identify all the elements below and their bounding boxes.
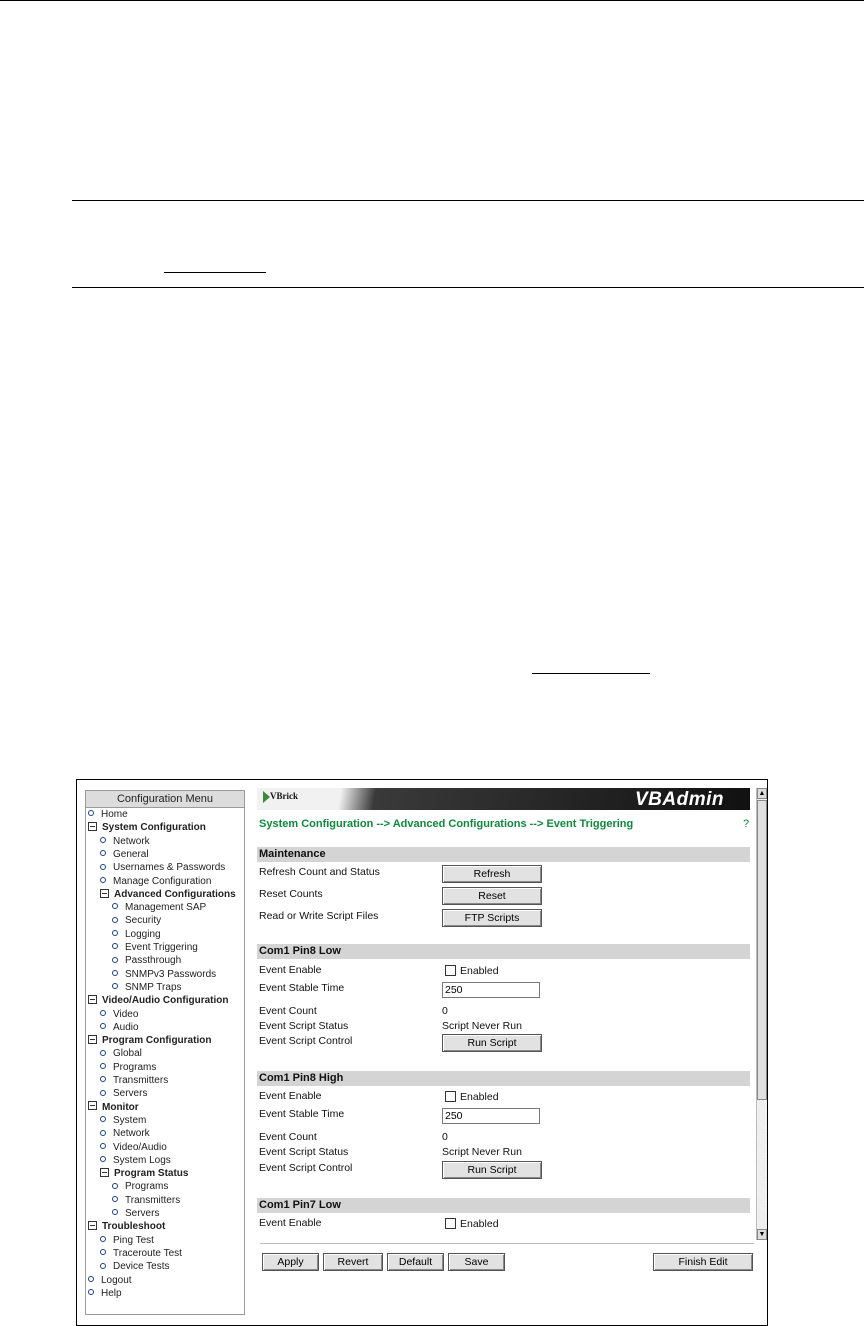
bullet-icon <box>112 917 118 923</box>
menu-item-manage-configuration[interactable] <box>100 875 211 888</box>
run-script-button[interactable]: Run Script <box>442 1034 542 1052</box>
reset-button[interactable]: Reset <box>442 887 542 905</box>
menu-item-label: Monitor <box>102 1101 139 1113</box>
collapse-icon <box>88 1221 97 1230</box>
refresh-button[interactable]: Refresh <box>442 865 542 883</box>
menu-item-audio[interactable] <box>100 1021 139 1034</box>
menu-item-logging[interactable] <box>112 928 161 941</box>
menu-item-ping-test[interactable] <box>100 1234 154 1247</box>
script-control-label: Event Script Control <box>259 1035 353 1047</box>
bullet-icon <box>100 1130 106 1136</box>
bullet-icon <box>112 930 118 936</box>
menu-item-system[interactable] <box>100 1114 146 1127</box>
script-control-label: Event Script Control <box>259 1162 353 1174</box>
menu-item-system-configuration[interactable] <box>88 821 206 834</box>
bullet-icon <box>100 850 106 856</box>
event-enable-label: Event Enable <box>259 1217 322 1229</box>
bullet-icon <box>100 1010 106 1016</box>
bullet-icon <box>100 864 106 870</box>
menu-item-label: Advanced Configurations <box>114 888 236 900</box>
collapse-icon <box>88 1035 97 1044</box>
bullet-icon <box>100 1236 106 1242</box>
vbrick-logo: VBrick <box>263 791 303 807</box>
menu-item-label: Network <box>113 835 150 847</box>
menu-item-program-configuration[interactable] <box>88 1034 211 1047</box>
link-underline <box>532 673 650 674</box>
menu-item-label: SNMP Traps <box>125 981 182 993</box>
bullet-icon <box>88 1289 94 1295</box>
help-link[interactable]: ? <box>743 818 750 830</box>
bullet-icon <box>100 1050 106 1056</box>
bullet-icon <box>100 1076 106 1082</box>
menu-item-label: System Logs <box>113 1154 171 1166</box>
app-title: VBAdmin <box>635 789 724 810</box>
collapse-icon <box>100 1168 109 1177</box>
note-bottom-rule <box>72 287 864 288</box>
menu-item-monitor[interactable] <box>88 1101 139 1114</box>
menu-item-snmpv3-passwords[interactable] <box>112 968 216 981</box>
section-event: Com1 Pin8 High <box>257 1071 750 1086</box>
menu-item-label: Video/Audio Configuration <box>102 995 229 1007</box>
bullet-icon <box>112 943 118 949</box>
event-enable-checkbox[interactable] <box>445 1091 456 1102</box>
menu-item-troubleshoot[interactable] <box>88 1220 165 1233</box>
bullet-icon <box>100 1156 106 1162</box>
menu-item-label: Logout <box>101 1274 132 1286</box>
bullet-icon <box>112 903 118 909</box>
script-status-value: Script Never Run <box>442 1020 522 1032</box>
menu-item-management-sap[interactable] <box>112 901 206 914</box>
menu-item-system-logs[interactable] <box>100 1154 171 1167</box>
bullet-icon <box>88 1276 94 1282</box>
bullet-icon <box>100 1023 106 1029</box>
collapse-icon <box>88 1101 97 1110</box>
enabled-label: Enabled <box>460 1091 499 1103</box>
scroll-thumb[interactable] <box>757 800 767 1100</box>
menu-item-label: Program Status <box>114 1168 189 1180</box>
bullet-icon <box>112 1183 118 1189</box>
script-status-value: Script Never Run <box>442 1146 522 1158</box>
menu-item-passthrough[interactable] <box>112 954 181 967</box>
menu-item-network[interactable] <box>100 835 150 848</box>
bullet-icon <box>100 877 106 883</box>
bullet-icon <box>112 1209 118 1215</box>
bullet-icon <box>100 1090 106 1096</box>
menu-item-label: Servers <box>113 1088 148 1100</box>
menu-item-snmp-traps[interactable] <box>112 981 182 994</box>
menu-item-label: Troubleshoot <box>102 1221 166 1233</box>
menu-item-usernames-passwords[interactable] <box>100 861 225 874</box>
menu-item-video[interactable] <box>100 1008 138 1021</box>
banner <box>257 788 750 810</box>
event-count-label: Event Count <box>259 1131 317 1143</box>
page-top-rule <box>0 0 864 1</box>
menu-item-label: Servers <box>125 1208 160 1219</box>
bullet-icon <box>100 1116 106 1122</box>
bullet-icon <box>112 983 118 989</box>
menu-item-event-triggering[interactable] <box>112 941 198 954</box>
menu-item-label: Home <box>101 809 128 820</box>
main-content <box>257 788 757 1233</box>
scroll-down-icon[interactable]: ▼ <box>758 1231 766 1238</box>
event-enable-checkbox[interactable] <box>445 1218 456 1229</box>
menu-title: Configuration Menu <box>86 791 244 808</box>
menu-item-label: Event Triggering <box>125 942 198 953</box>
collapse-icon <box>100 889 109 898</box>
event-enable-checkbox[interactable] <box>445 965 456 976</box>
menu-item-label: Network <box>113 1128 150 1140</box>
bullet-icon <box>100 1263 106 1269</box>
bullet-icon <box>112 1196 118 1202</box>
menu-item-device-tests[interactable] <box>100 1260 170 1273</box>
footer-divider <box>260 1243 754 1244</box>
menu-item-label: Audio <box>113 1021 139 1033</box>
menu-item-label: System <box>113 1114 147 1126</box>
menu-item-label: Transmitters <box>113 1075 169 1086</box>
menu-item-logout[interactable] <box>88 1274 132 1287</box>
menu-item-advanced-configurations[interactable] <box>100 888 236 901</box>
link-underline <box>164 272 266 273</box>
menu-item-label: Global <box>113 1048 142 1060</box>
menu-item-transmitters[interactable] <box>112 1194 180 1207</box>
note-top-rule <box>72 200 864 201</box>
reset-label: Reset Counts <box>259 888 323 900</box>
breadcrumb: System Configuration --> Advanced Configurations --> Event Triggering <box>259 818 634 830</box>
script-status-label: Event Script Status <box>259 1146 349 1158</box>
enabled-label: Enabled <box>460 965 499 977</box>
bullet-icon <box>100 1143 106 1149</box>
menu-item-global[interactable] <box>100 1047 142 1060</box>
stable-time-label: Event Stable Time <box>259 1108 345 1120</box>
finish-edit-button[interactable]: Finish Edit <box>653 1253 753 1271</box>
menu-item-home[interactable] <box>88 808 128 821</box>
section-event: Com1 Pin7 Low <box>257 1198 750 1213</box>
bullet-icon <box>100 1249 106 1255</box>
apply-button[interactable]: Apply <box>262 1253 319 1271</box>
event-enable-label: Event Enable <box>259 1090 322 1102</box>
menu-item-label: Usernames & Passwords <box>113 862 226 874</box>
menu-item-label: Passthrough <box>125 955 182 967</box>
event-count-value: 0 <box>442 1005 448 1017</box>
collapse-icon <box>88 822 97 831</box>
bullet-icon <box>88 810 94 816</box>
menu-item-label: System Configuration <box>102 822 206 834</box>
menu-item-help[interactable] <box>88 1287 122 1300</box>
menu-item-servers[interactable] <box>100 1087 147 1100</box>
bullet-icon <box>100 837 106 843</box>
menu-item-label: Video/Audio <box>113 1141 167 1153</box>
menu-item-label: Manage Configuration <box>113 875 212 887</box>
configuration-menu <box>85 790 245 1315</box>
script-status-label: Event Script Status <box>259 1020 349 1032</box>
menu-item-video-audio[interactable] <box>100 1141 167 1154</box>
menu-item-label: Traceroute Test <box>113 1247 182 1259</box>
menu-item-program-status[interactable] <box>100 1167 188 1180</box>
menu-item-label: Device Tests <box>113 1261 170 1273</box>
stable-time-label: Event Stable Time <box>259 982 345 994</box>
bullet-icon <box>112 970 118 976</box>
menu-item-video-audio-configuration[interactable] <box>88 994 228 1007</box>
scroll-up-icon[interactable]: ▲ <box>758 790 766 797</box>
section-event: Com1 Pin8 Low <box>257 944 750 959</box>
menu-item-label: Transmitters <box>125 1194 181 1206</box>
menu-item-label: Management SAP <box>125 902 207 914</box>
menu-item-label: Video <box>113 1008 139 1020</box>
menu-item-label: General <box>113 848 149 860</box>
menu-item-label: SNMPv3 Passwords <box>125 968 217 980</box>
ftp-scripts-button[interactable]: FTP Scripts <box>442 909 542 927</box>
bullet-icon <box>112 957 118 963</box>
stable-time-input[interactable] <box>442 982 540 998</box>
event-count-label: Event Count <box>259 1005 317 1017</box>
collapse-icon <box>88 995 97 1004</box>
stable-time-input[interactable] <box>442 1108 540 1124</box>
event-enable-label: Event Enable <box>259 964 322 976</box>
vertical-scrollbar[interactable] <box>756 788 767 1240</box>
menu-item-label: Programs <box>125 1181 169 1193</box>
menu-item-label: Programs <box>113 1061 157 1073</box>
menu-item-servers[interactable] <box>112 1207 159 1220</box>
section-maintenance: Maintenance <box>257 847 750 862</box>
menu-item-security[interactable] <box>112 914 161 927</box>
run-script-button[interactable]: Run Script <box>442 1161 542 1179</box>
menu-item-programs[interactable] <box>100 1061 156 1074</box>
bullet-icon <box>100 1063 106 1069</box>
menu-item-traceroute-test[interactable] <box>100 1247 182 1260</box>
vbadmin-screenshot <box>76 779 768 1326</box>
refresh-label: Refresh Count and Status <box>259 866 380 878</box>
menu-item-label: Ping Test <box>113 1234 154 1246</box>
menu-item-programs[interactable] <box>112 1180 168 1193</box>
menu-item-network[interactable] <box>100 1127 150 1140</box>
menu-item-label: Logging <box>125 928 161 940</box>
menu-item-label: Program Configuration <box>102 1035 212 1047</box>
default-button[interactable]: Default <box>387 1253 444 1271</box>
menu-item-label: Security <box>125 915 162 927</box>
menu-item-label: Help <box>101 1287 122 1299</box>
event-count-value: 0 <box>442 1131 448 1143</box>
ftp-label: Read or Write Script Files <box>259 910 379 922</box>
enabled-label: Enabled <box>460 1218 499 1230</box>
menu-item-transmitters[interactable] <box>100 1074 168 1087</box>
revert-button[interactable]: Revert <box>323 1253 383 1271</box>
save-button[interactable]: Save <box>448 1253 505 1271</box>
menu-item-general[interactable] <box>100 848 149 861</box>
